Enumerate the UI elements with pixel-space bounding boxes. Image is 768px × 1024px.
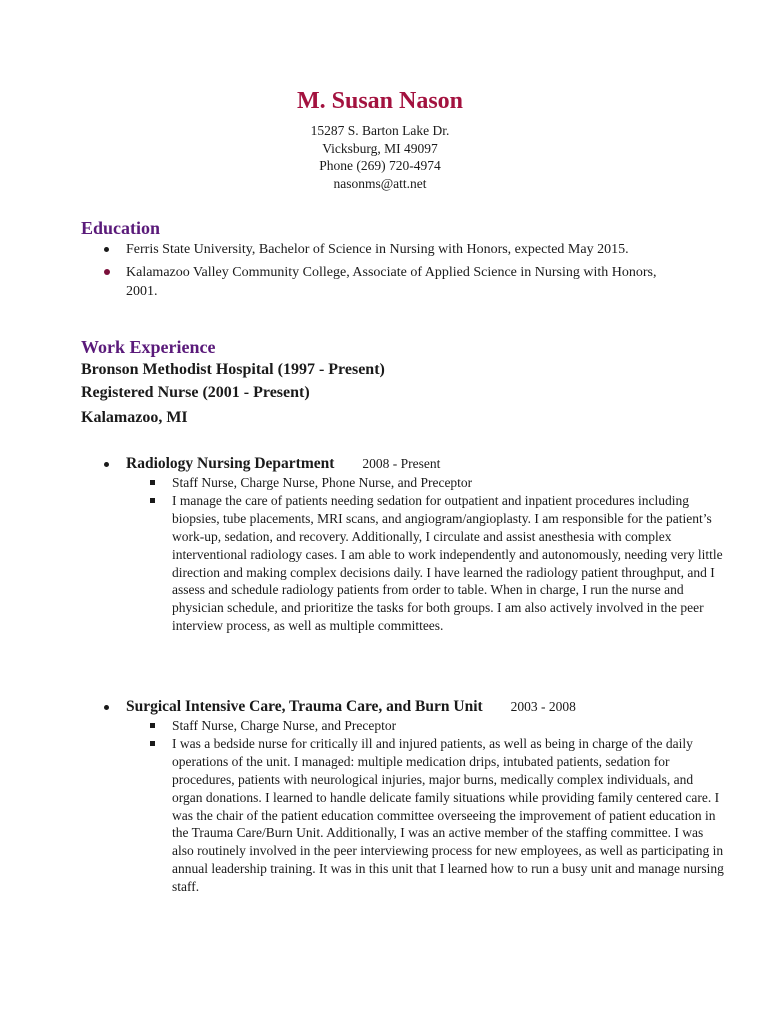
education-item: Kalamazoo Valley Community College, Associate of Applied Science in Nursing with Honors, 2001.: [100, 263, 680, 301]
address-line-1: 15287 S. Barton Lake Dr.: [310, 123, 450, 138]
department-heading: [104, 697, 724, 717]
location-line: Kalamazoo, MI: [81, 409, 188, 426]
square-bullet-icon: [150, 741, 155, 746]
education-list: [100, 240, 680, 305]
department-duties: [148, 717, 724, 896]
bullet-icon: [104, 705, 109, 710]
address-line-2: Vicksburg, MI 49097: [322, 140, 438, 156]
work-experience-heading: Work Experience: [81, 337, 216, 357]
email-address: nasonms@att.net: [333, 175, 427, 191]
bullet-icon: [104, 462, 109, 467]
department-name: Radiology Nursing Department: [126, 455, 335, 472]
department-name: Surgical Intensive Care, Trauma Care, and Burn Unit: [126, 698, 483, 715]
square-bullet-icon: [150, 723, 155, 728]
resume-header: [0, 86, 760, 192]
department-heading: [104, 454, 724, 474]
department-years: 2008 - Present: [362, 456, 441, 471]
department-duties: [148, 474, 724, 635]
phone-number: Phone (269) 720-4974: [319, 158, 441, 173]
square-bullet-icon: [150, 498, 155, 503]
duty-item: I manage the care of patients needing sedation for outpatient and inpatient procedures including biopsies, tube placements, MRI scans, and angiogram/angioplasty. I am responsible for the patient’s work-up, sedation, and recovery. Additionally, I circulate and assist anesthesia with complex interventional radiology cases. I am able to work independently and autonomously, needing very little direction and making complex decisions daily. I have learned the radiology patient throughput, and I assess and schedule radiology patients from order to table. When in charge, I run the nurse and physician schedule, and prioritize the tasks for both groups. I am also actively involved in the peer interview process, as well as multiple committees.: [148, 492, 724, 635]
duty-item: I was a bedside nurse for critically ill and injured patients, as well as being in charge of the daily operations of the unit. I managed: multiple medication drips, intubated patients, sedation for procedures, patients with neurological injuries, major burns, medically complex individuals, and organ donations. I learned to handle delicate family situations while providing family centered care. I was the chair of the patient education committee overseeing the improvement of patient education in the Trauma Care/Burn Unit. Additionally, I was an active member of the staffing committee. I was also routinely involved in the peer interviewing process for new employees, as well as participating in annual leadership training. It was in this unit that I learned how to run a busy unit and manage nursing staff.: [148, 735, 724, 896]
department-years: 2003 - 2008: [510, 699, 576, 714]
duty-item: Staff Nurse, Charge Nurse, and Preceptor: [148, 717, 724, 735]
department-surgical-icu: [104, 697, 724, 896]
square-bullet-icon: [150, 480, 155, 485]
applicant-name: M. Susan Nason: [296, 88, 464, 114]
role-line: Registered Nurse (2001 - Present): [81, 384, 310, 401]
bullet-icon: [104, 269, 110, 275]
department-radiology: [104, 454, 724, 635]
education-item: Ferris State University, Bachelor of Science in Nursing with Honors, expected May 2015.: [100, 240, 680, 259]
employer-line: Bronson Methodist Hospital (1997 - Present): [81, 361, 385, 378]
duty-item: Staff Nurse, Charge Nurse, Phone Nurse, and Preceptor: [148, 474, 724, 492]
education-heading: Education: [81, 218, 161, 238]
bullet-icon: [104, 247, 109, 252]
